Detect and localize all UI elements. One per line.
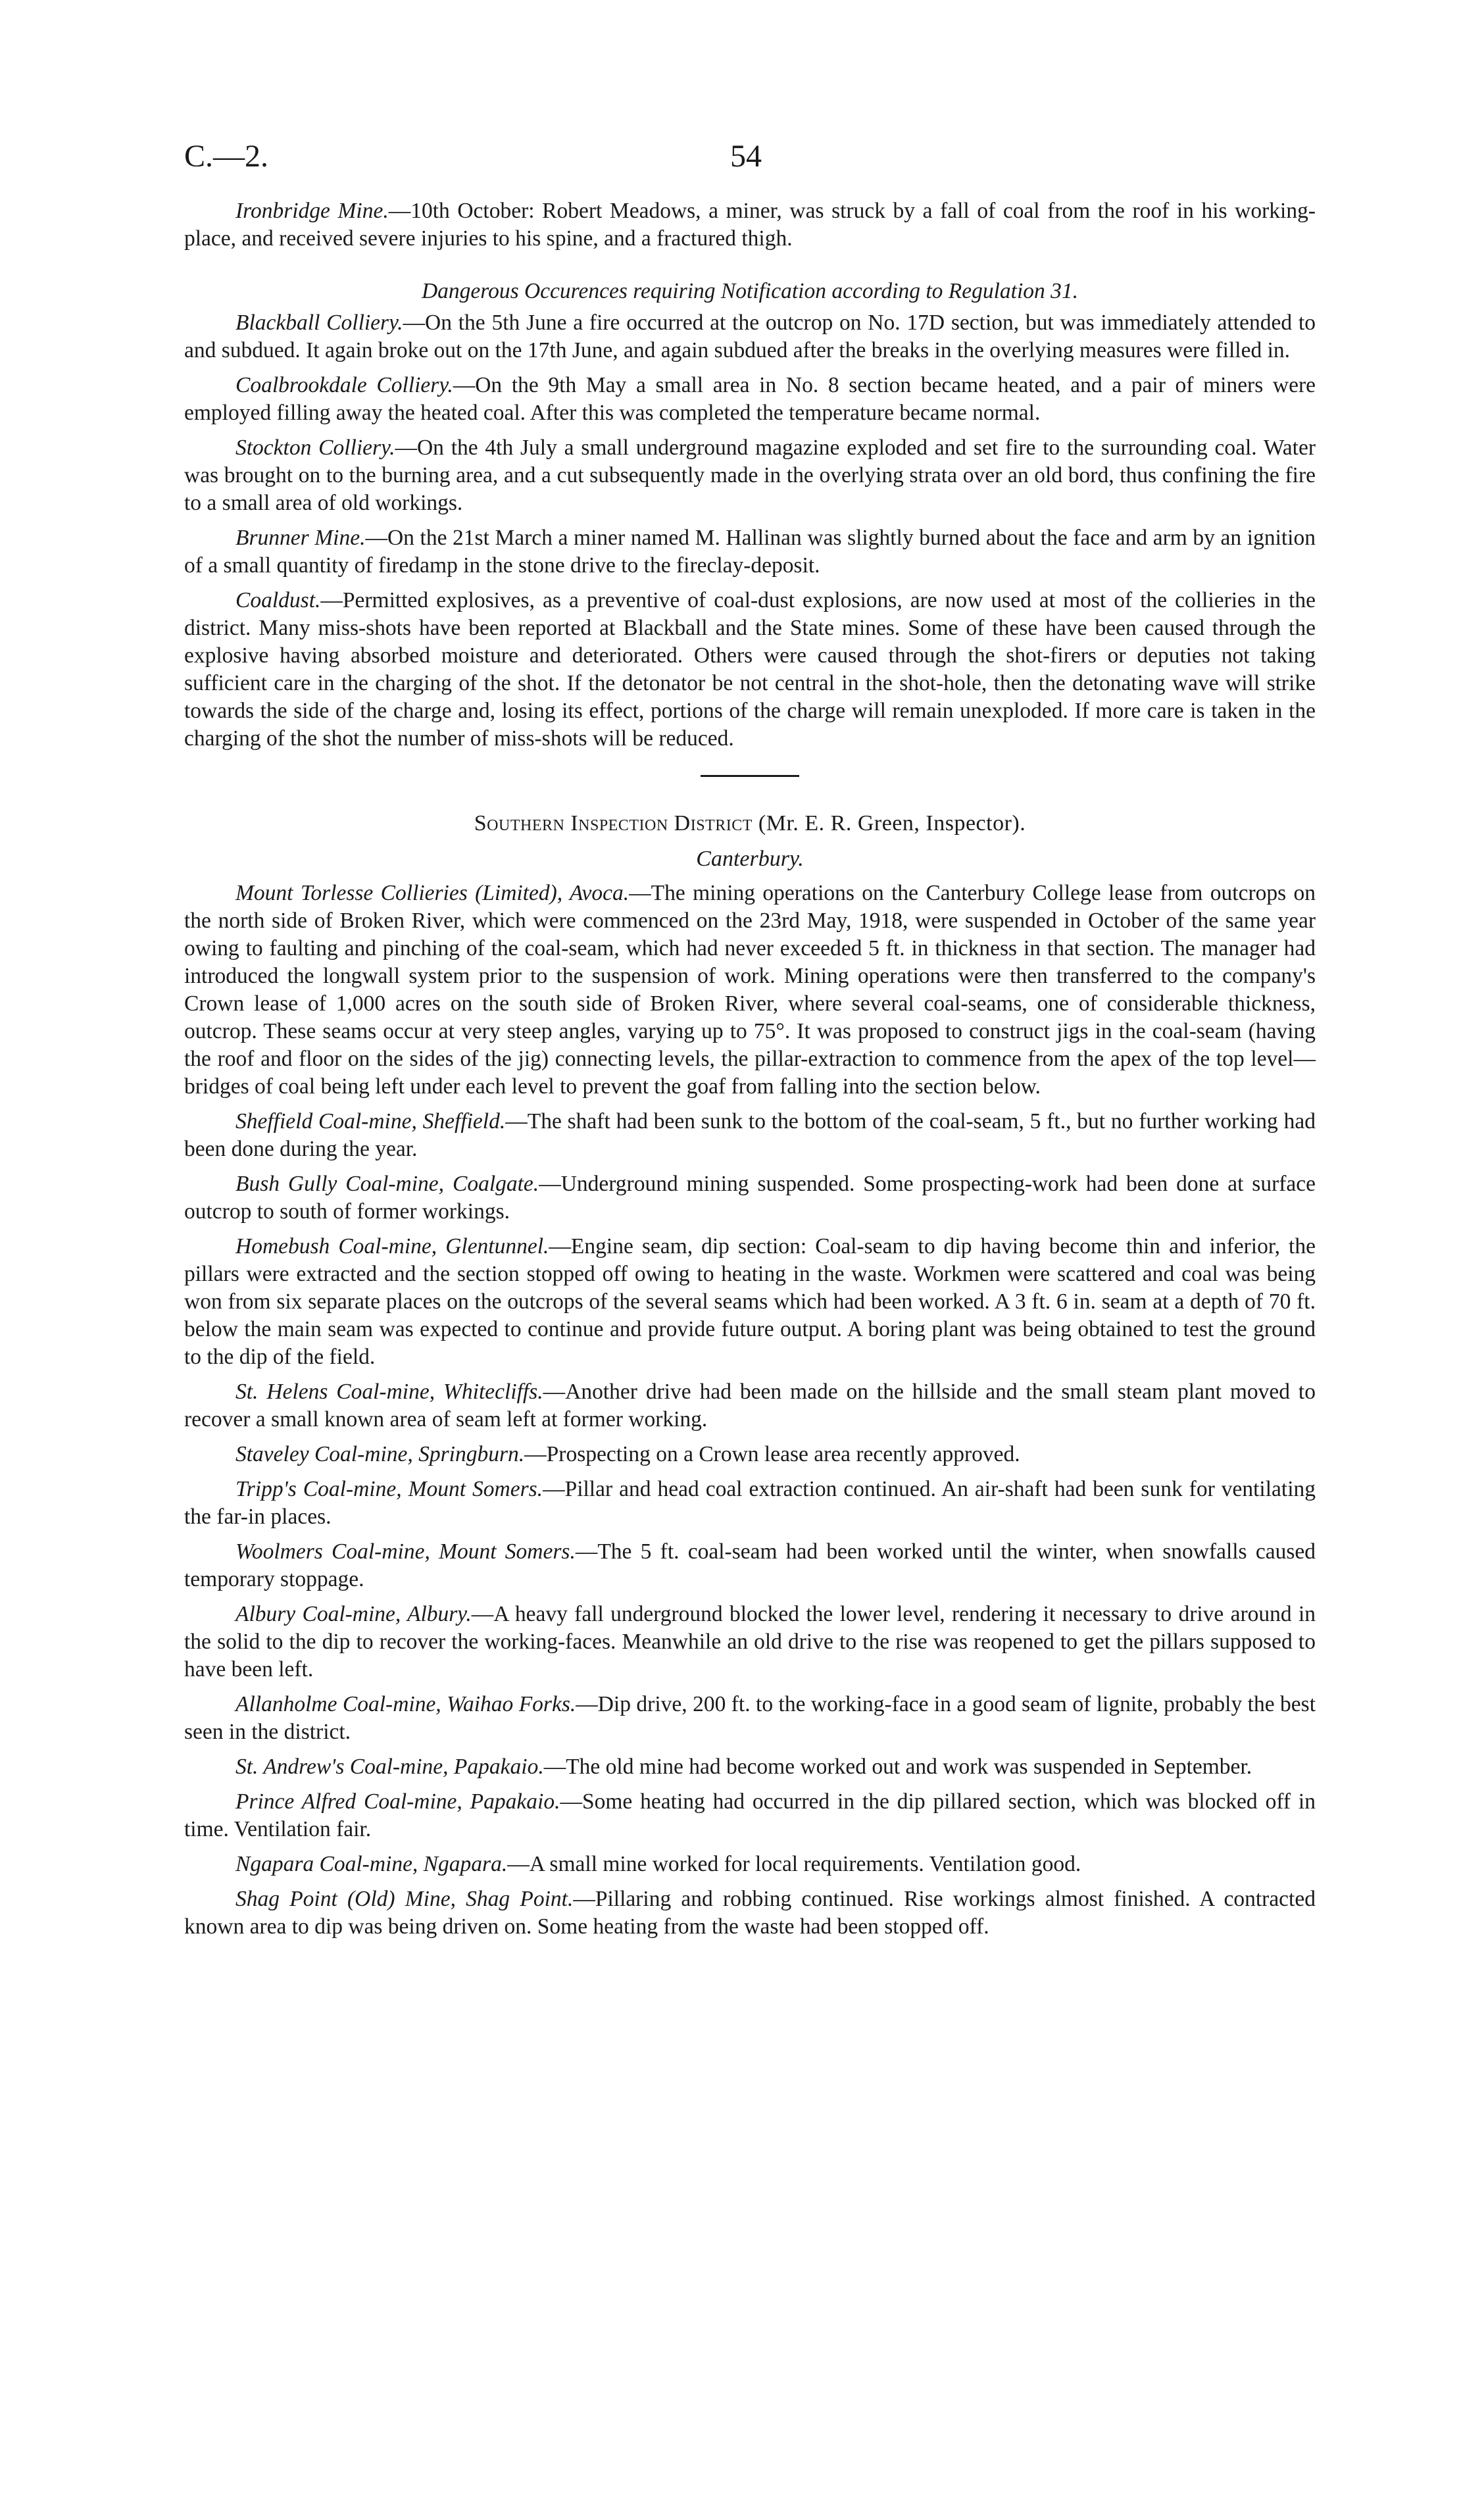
entry-title: Blackball Colliery. [235,311,403,335]
paragraph-allanholme [184,1691,1316,1746]
section-divider [701,775,799,777]
district-inspector: (Mr. E. R. Green, Inspector). [758,811,1026,835]
entry-title: Brunner Mine. [235,526,366,550]
paragraph-albury [184,1601,1316,1683]
entry-text: —Permitted explosives, as a preventive of coal-dust explosions, are now used at most of the collieries in the district. Many miss-shots have been reported at Blackball and the State mines. Some of these have been caused through the explosive having absorbed moisture and deteriorated. Others were caused through the shot-firers or deputies not taking sufficient care in the charging of the shot. If the detonator be not central in the shot-hole, then the detonating wave will strike towards the side of the charge and, losing its effect, portions of the charge will remain unexploded. If more care is taken in the charging of the shot the number of miss-shots will be reduced. [184,588,1316,751]
paragraph-ngapara [184,1851,1316,1878]
entry-title: Homebush Coal-mine, Glentunnel. [235,1234,549,1259]
entry-text: —On the 21st March a miner named M. Hallinan was slightly burned about the face and arm by an ignition of a small quantity of firedamp in the stone drive to the fireclay-deposit. [184,526,1316,578]
district-name: Southern Inspection District [474,811,753,835]
entry-title: Ngapara Coal-mine, Ngapara. [235,1852,508,1876]
entry-text: —The shaft had been sunk to the bottom of the coal-seam, 5 ft., but no further working had been done during the year. [184,1109,1316,1161]
entry-text: —Another drive had been made on the hillside and the small steam plant moved to recover a small known area of seam left at former working. [184,1380,1316,1432]
paragraph-woolmers [184,1538,1316,1593]
paragraph-bush-gully [184,1170,1316,1226]
paragraph-st-helens [184,1378,1316,1434]
entry-text: —On the 5th June a fire occurred at the outcrop on No. 17D section, but was immediately attended to and subdued. It again broke out on the 17th June, and again subdued after the breaks in the overlying measures were filled in. [184,311,1316,362]
entry-title: St. Helens Coal-mine, Whitecliffs. [235,1380,543,1404]
report-code: C.—2. [184,139,269,174]
paragraph-brunner [184,524,1316,580]
paragraph-staveley [184,1441,1316,1468]
paragraph-st-andrews [184,1753,1316,1781]
entry-title: Prince Alfred Coal-mine, Papakaio. [235,1789,560,1814]
dangerous-occurrences-heading: Dangerous Occurences requiring Notification according to Regulation 31. [421,279,1079,303]
paragraph-blackball [184,309,1316,364]
entry-text: —On the 4th July a small underground magazine exploded and set fire to the surrounding coal. Water was brought on to the burning area, and a cut subsequently made in the overlying strata over an old bord, thus confining the fire to a small area of old workings. [184,436,1316,515]
paragraph-mount-torlesse [184,880,1316,1101]
entry-text: —A heavy fall underground blocked the lower level, rendering it necessary to drive around in the solid to the dip to recover the working-faces. Meanwhile an old drive to the rise was reopened to get the pillars supposed to have been left. [184,1602,1316,1682]
entry-title: St. Andrew's Coal-mine, Papakaio. [235,1755,544,1779]
entry-text: —The mining operations on the Canterbury College lease from outcrops on the north side of Broken River, which were commenced on the 23rd May, 1918, were suspended in October of the same year owing to faulting and pinching of the coal-seam, which had never exceeded 5 ft. in thickness in that section. The manager had introduced the longwall system prior to the suspension of work. Mining operations were then transferred to the company's Crown lease of 1,000 acres on the south side of Broken River, where several coal-seams, one of considerable thickness, outcrop. These seams occur at very steep angles, varying up to 75°. It was proposed to construct jigs in the coal-seam (having the roof and floor on the sides of the jig) connecting levels, the pillar-extraction to commence from the apex of the top level—bridges of coal being left under each level to prevent the goaf from falling into the section below. [184,881,1316,1099]
paragraph-homebush [184,1233,1316,1371]
entry-text: —Underground mining suspended. Some prospecting-work had been done at surface outcrop to south of former workings. [184,1172,1316,1224]
page-header [184,138,1316,197]
entry-text: —Some heating had occurred in the dip pillared section, which was blocked off in time. Ventilation fair. [184,1789,1316,1841]
entry-title: Shag Point (Old) Mine, Shag Point. [235,1887,574,1911]
entry-title: Bush Gully Coal-mine, Coalgate. [235,1172,539,1196]
region-heading: Canterbury. [696,847,804,871]
paragraph-shag-point [184,1885,1316,1941]
document-page [184,138,1316,1948]
entry-title: Coaldust. [235,588,321,612]
paragraph-stockton [184,434,1316,517]
entry-text: —The old mine had become worked out and work was suspended in September. [543,1755,1252,1779]
paragraph-prince-alfred [184,1788,1316,1843]
entry-text: —A small mine worked for local requirements. Ventilation good. [507,1852,1081,1876]
entry-text: —Dip drive, 200 ft. to the working-face in a good seam of lignite, probably the best seen in the district. [184,1692,1316,1744]
entry-title: Ironbridge Mine. [235,199,389,223]
entry-title: Allanholme Coal-mine, Waihao Forks. [235,1692,576,1716]
entry-title: Woolmers Coal-mine, Mount Somers. [235,1539,576,1564]
entry-title: Stockton Colliery. [235,436,395,460]
entry-text: —10th October: Robert Meadows, a miner, was struck by a fall of coal from the roof in his working-place, and received severe injuries to his spine, and a fractured thigh. [184,199,1316,251]
paragraph-sheffield [184,1108,1316,1163]
entry-text: —The 5 ft. coal-seam had been worked until the winter, when snowfalls caused temporary stoppage. [184,1539,1316,1591]
entry-title: Albury Coal-mine, Albury. [235,1602,472,1626]
paragraph-coaldust [184,587,1316,753]
entry-title: Tripp's Coal-mine, Mount Somers. [235,1477,543,1501]
paragraph-ironbridge [184,197,1316,253]
entry-text: —Pillar and head coal extraction continued. An air-shaft had been sunk for ventilating the far-in places. [184,1477,1316,1529]
district-heading [184,810,1316,837]
entry-text: —Prospecting on a Crown lease area recently approved. [524,1442,1020,1466]
entry-text: —Engine seam, dip section: Coal-seam to dip having become thin and inferior, the pillars were extracted and the section stopped off owing to heating in the waste. Workmen were scattered and coal was being won from six separate places on the outcrops of the several seams which had been worked. A 3 ft. 6 in. seam at a depth of 70 ft. below the main seam was expected to continue and provide future output. A boring plant was being obtained to test the ground to the dip of the field. [184,1234,1316,1369]
entry-title: Staveley Coal-mine, Springburn. [235,1442,525,1466]
paragraph-coalbrookdale [184,372,1316,427]
entry-text: —Pillaring and robbing continued. Rise workings almost finished. A contracted known area to dip was being driven on. Some heating from the waste had been stopped off. [184,1887,1316,1939]
entry-text: —On the 9th May a small area in No. 8 section became heated, and a pair of miners were employed filling away the heated coal. After this was completed the temperature became normal. [184,373,1316,425]
paragraph-tripps [184,1476,1316,1531]
entry-title: Sheffield Coal-mine, Sheffield. [235,1109,506,1134]
entry-title: Mount Torlesse Collieries (Limited), Avoca. [235,881,630,905]
page-number: 54 [730,139,762,174]
entry-title: Coalbrookdale Colliery. [235,373,453,397]
